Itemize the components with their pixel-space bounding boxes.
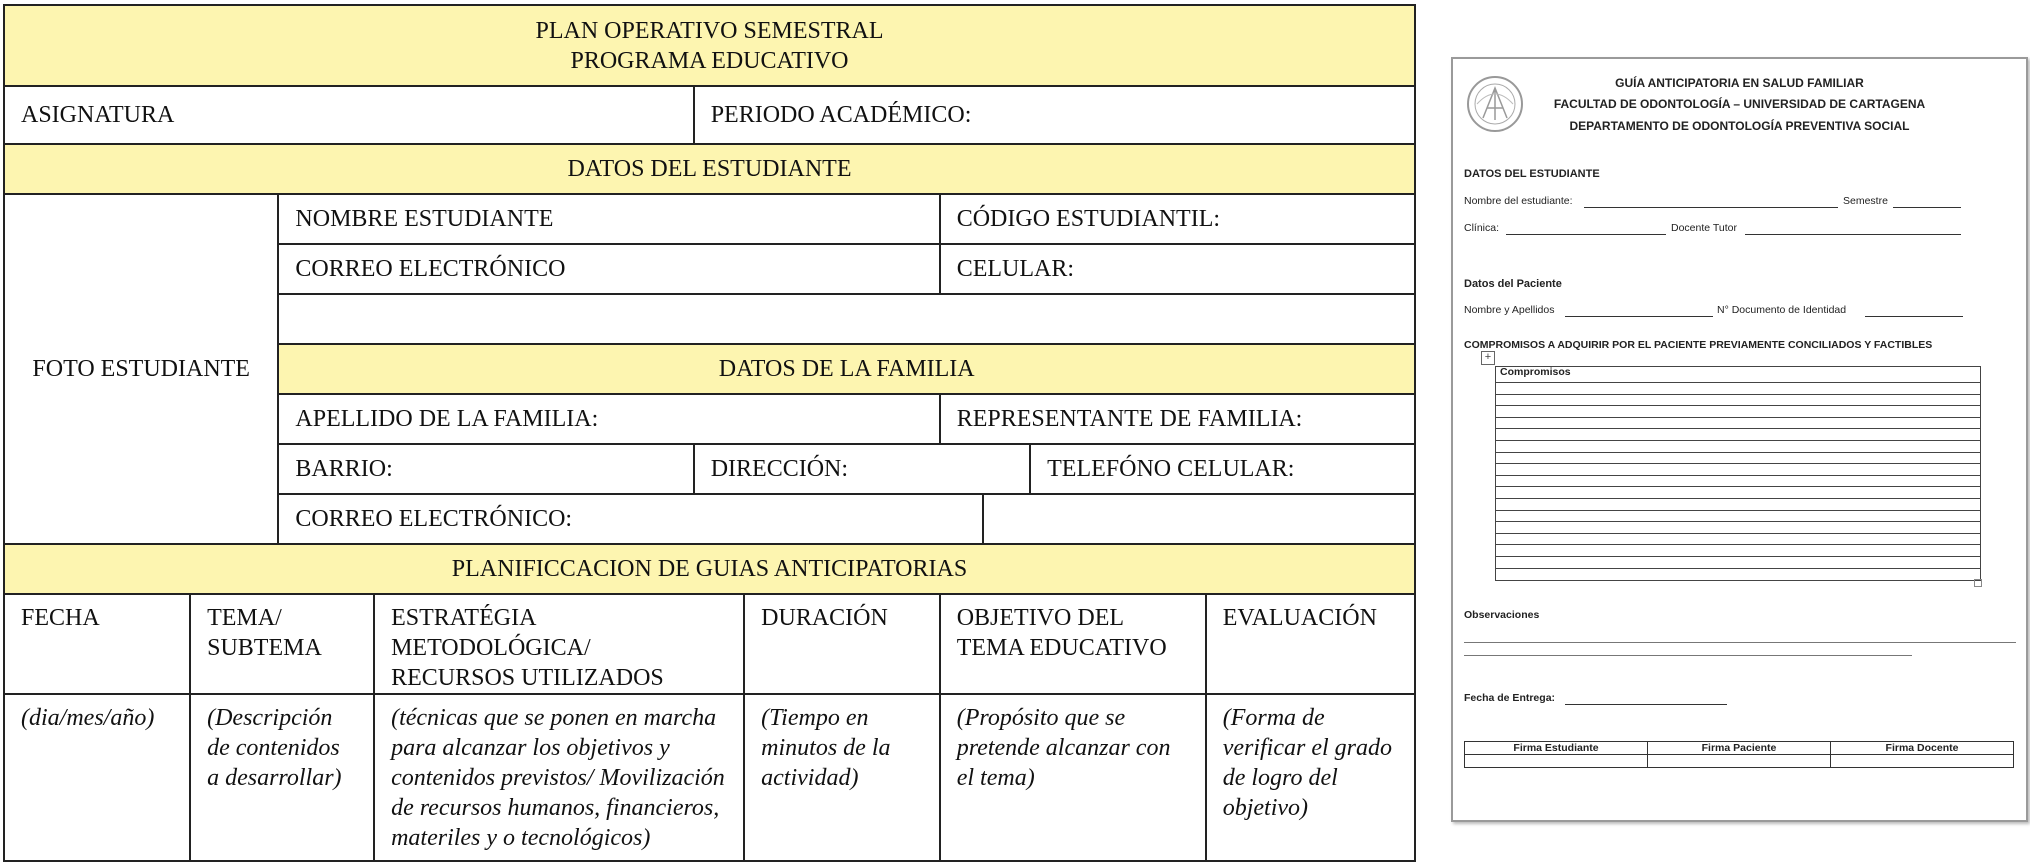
student-section-header: DATOS DEL ESTUDIANTE: [4, 144, 1415, 194]
compromisos-row[interactable]: [1496, 405, 1980, 406]
guide-patient-name-line[interactable]: [1565, 316, 1713, 317]
compromisos-row[interactable]: [1496, 394, 1980, 395]
firma-estudiante-header: Firma Estudiante: [1465, 742, 1648, 755]
compromisos-row[interactable]: [1496, 475, 1980, 476]
guide-semestre-line[interactable]: [1893, 207, 1961, 208]
col-header-estrategia-line2: RECURSOS UTILIZADOS: [391, 665, 664, 691]
col-header-objetivo: [940, 594, 1206, 694]
student-name-field[interactable]: NOMBRE ESTUDIANTE: [278, 194, 939, 244]
guide-patient-name-label: Nombre y Apellidos: [1464, 304, 1555, 316]
guide-title-line1: GUÍA ANTICIPATORIA EN SALUD FAMILIAR: [1615, 76, 1864, 90]
cell-tema[interactable]: (Descripción de contenidos a desarrollar): [190, 694, 374, 861]
guide-observaciones-line2[interactable]: [1464, 655, 1912, 656]
family-representative-field[interactable]: REPRESENTANTE DE FAMILIA:: [940, 394, 1415, 444]
guide-document-label: N° Documento de Identidad: [1717, 304, 1847, 316]
guide-title-line3: DEPARTAMENTO DE ODONTOLOGÍA PREVENTIVA SOCIAL: [1569, 119, 1910, 133]
compromisos-row[interactable]: [1496, 556, 1980, 557]
col-header-evaluacion-line1: EVALUACIÓN: [1222, 605, 1377, 631]
family-email-field[interactable]: CORREO ELECTRÓNICO:: [278, 494, 982, 544]
guide-fecha-label: Fecha de Entrega:: [1464, 692, 1556, 704]
cell-fecha[interactable]: (dia/mes/año): [4, 694, 190, 861]
guide-observaciones-line1[interactable]: [1464, 642, 2016, 643]
cell-evaluacion[interactable]: (Forma de verificar el grado de logro del objetivo): [1206, 694, 1415, 861]
compromisos-row[interactable]: [1496, 533, 1980, 534]
compromisos-row[interactable]: [1496, 498, 1980, 499]
table-resize-handle[interactable]: [1974, 579, 1982, 587]
guide-student-name-label: Nombre del estudiante:: [1464, 195, 1573, 207]
asignatura-field[interactable]: ASIGNATURA: [4, 86, 694, 144]
cell-objetivo[interactable]: (Propósito que se pretende alcanzar con el tema): [940, 694, 1206, 861]
guide-docente-label: Docente Tutor: [1671, 222, 1737, 234]
telefono-field[interactable]: TELEFÓNO CELULAR:: [1030, 444, 1415, 494]
plan-operativo-form: [3, 4, 1416, 862]
guide-fecha-line[interactable]: [1565, 704, 1727, 705]
student-email-field[interactable]: CORREO ELECTRÓNICO: [278, 244, 939, 294]
compromisos-row[interactable]: [1496, 452, 1980, 453]
cell-estrategia[interactable]: (técnicas que se ponen en marcha para alcanzar los objetivos y contenidos previstos/ Movilización de recursos humanos, financieros, materiles y o tecnológicos): [374, 694, 744, 861]
col-header-estrategia: [374, 594, 744, 694]
compromisos-row[interactable]: [1496, 568, 1980, 569]
compromisos-table[interactable]: [1495, 366, 1981, 581]
col-header-objetivo-line1: OBJETIVO DEL: [956, 605, 1125, 631]
guide-observaciones-label: Observaciones: [1464, 609, 1540, 621]
table-move-icon[interactable]: +: [1481, 351, 1495, 365]
compromisos-row[interactable]: [1496, 544, 1980, 545]
guide-clinica-label: Clínica:: [1464, 222, 1500, 234]
guide-semestre-label: Semestre: [1843, 195, 1888, 207]
cell-duracion[interactable]: (Tiempo en minutos de la actividad): [744, 694, 940, 861]
firma-paciente-header: Firma Paciente: [1648, 742, 1831, 755]
col-header-fecha-line1: FECHA: [21, 605, 100, 631]
guide-student-section: DATOS DEL ESTUDIANTE: [1464, 168, 1600, 180]
planning-section-header: PLANIFICCACION DE GUIAS ANTICIPATORIAS: [4, 544, 1415, 594]
firma-estudiante-cell[interactable]: [1465, 755, 1648, 768]
guide-patient-section: Datos del Paciente: [1464, 278, 1562, 290]
compromisos-row[interactable]: [1496, 428, 1980, 429]
col-header-tema-line1: TEMA/: [207, 605, 282, 631]
col-header-duracion-line1: DURACIÓN: [761, 605, 888, 631]
guide-document-line[interactable]: [1865, 316, 1963, 317]
guide-title-line2: FACULTAD DE ODONTOLOGÍA – UNIVERSIDAD DE CARTAGENA: [1553, 97, 1926, 111]
guia-anticipatoria-document: [1451, 57, 2028, 822]
signature-table: [1464, 741, 2014, 768]
compromisos-row[interactable]: [1496, 510, 1980, 511]
family-surname-field[interactable]: APELLIDO DE LA FAMILIA:: [278, 394, 939, 444]
col-header-tema-line2: SUBTEMA: [207, 635, 322, 661]
student-blank-row[interactable]: [278, 294, 1415, 344]
periodo-academico-field[interactable]: PERIODO ACADÉMICO:: [694, 86, 1415, 144]
guide-docente-line[interactable]: [1745, 234, 1961, 235]
family-section-header: DATOS DE LA FAMILIA: [278, 344, 1415, 394]
student-phone-field[interactable]: CELULAR:: [940, 244, 1415, 294]
student-photo-box[interactable]: FOTO ESTUDIANTE: [4, 194, 278, 544]
guide-clinica-line[interactable]: [1506, 234, 1666, 235]
plan-title-line1: PLAN OPERATIVO SEMESTRAL: [535, 17, 884, 44]
col-header-duracion: [744, 594, 940, 694]
plan-title: [4, 5, 1415, 86]
barrio-field[interactable]: BARRIO:: [278, 444, 693, 494]
firma-docente-cell[interactable]: [1831, 755, 2014, 768]
student-code-field[interactable]: CÓDIGO ESTUDIANTIL:: [940, 194, 1415, 244]
compromisos-row[interactable]: [1496, 486, 1980, 487]
guide-compromisos-section: COMPROMISOS A ADQUIRIR POR EL PACIENTE PREVIAMENTE CONCILIADOS Y FACTIBLES: [1464, 339, 1933, 351]
compromisos-row[interactable]: [1496, 440, 1980, 441]
col-header-fecha: [4, 594, 190, 694]
firma-paciente-cell[interactable]: [1648, 755, 1831, 768]
firma-docente-header: Firma Docente: [1831, 742, 2014, 755]
direccion-field[interactable]: DIRECCIÓN:: [694, 444, 1030, 494]
col-header-tema: [190, 594, 374, 694]
compromisos-row[interactable]: [1496, 463, 1980, 464]
family-email-extra[interactable]: [983, 494, 1415, 544]
compromisos-row[interactable]: [1496, 521, 1980, 522]
col-header-evaluacion: [1206, 594, 1415, 694]
col-header-estrategia-line1: ESTRATÉGIA METODOLÓGICA/: [391, 605, 591, 661]
compromisos-row[interactable]: [1496, 417, 1980, 418]
compromisos-header: Compromisos: [1500, 366, 1571, 378]
col-header-objetivo-line2: TEMA EDUCATIVO: [956, 635, 1167, 661]
compromisos-row[interactable]: [1496, 382, 1980, 383]
plan-title-line2: PROGRAMA EDUCATIVO: [570, 47, 849, 74]
guide-student-name-line[interactable]: [1584, 207, 1838, 208]
